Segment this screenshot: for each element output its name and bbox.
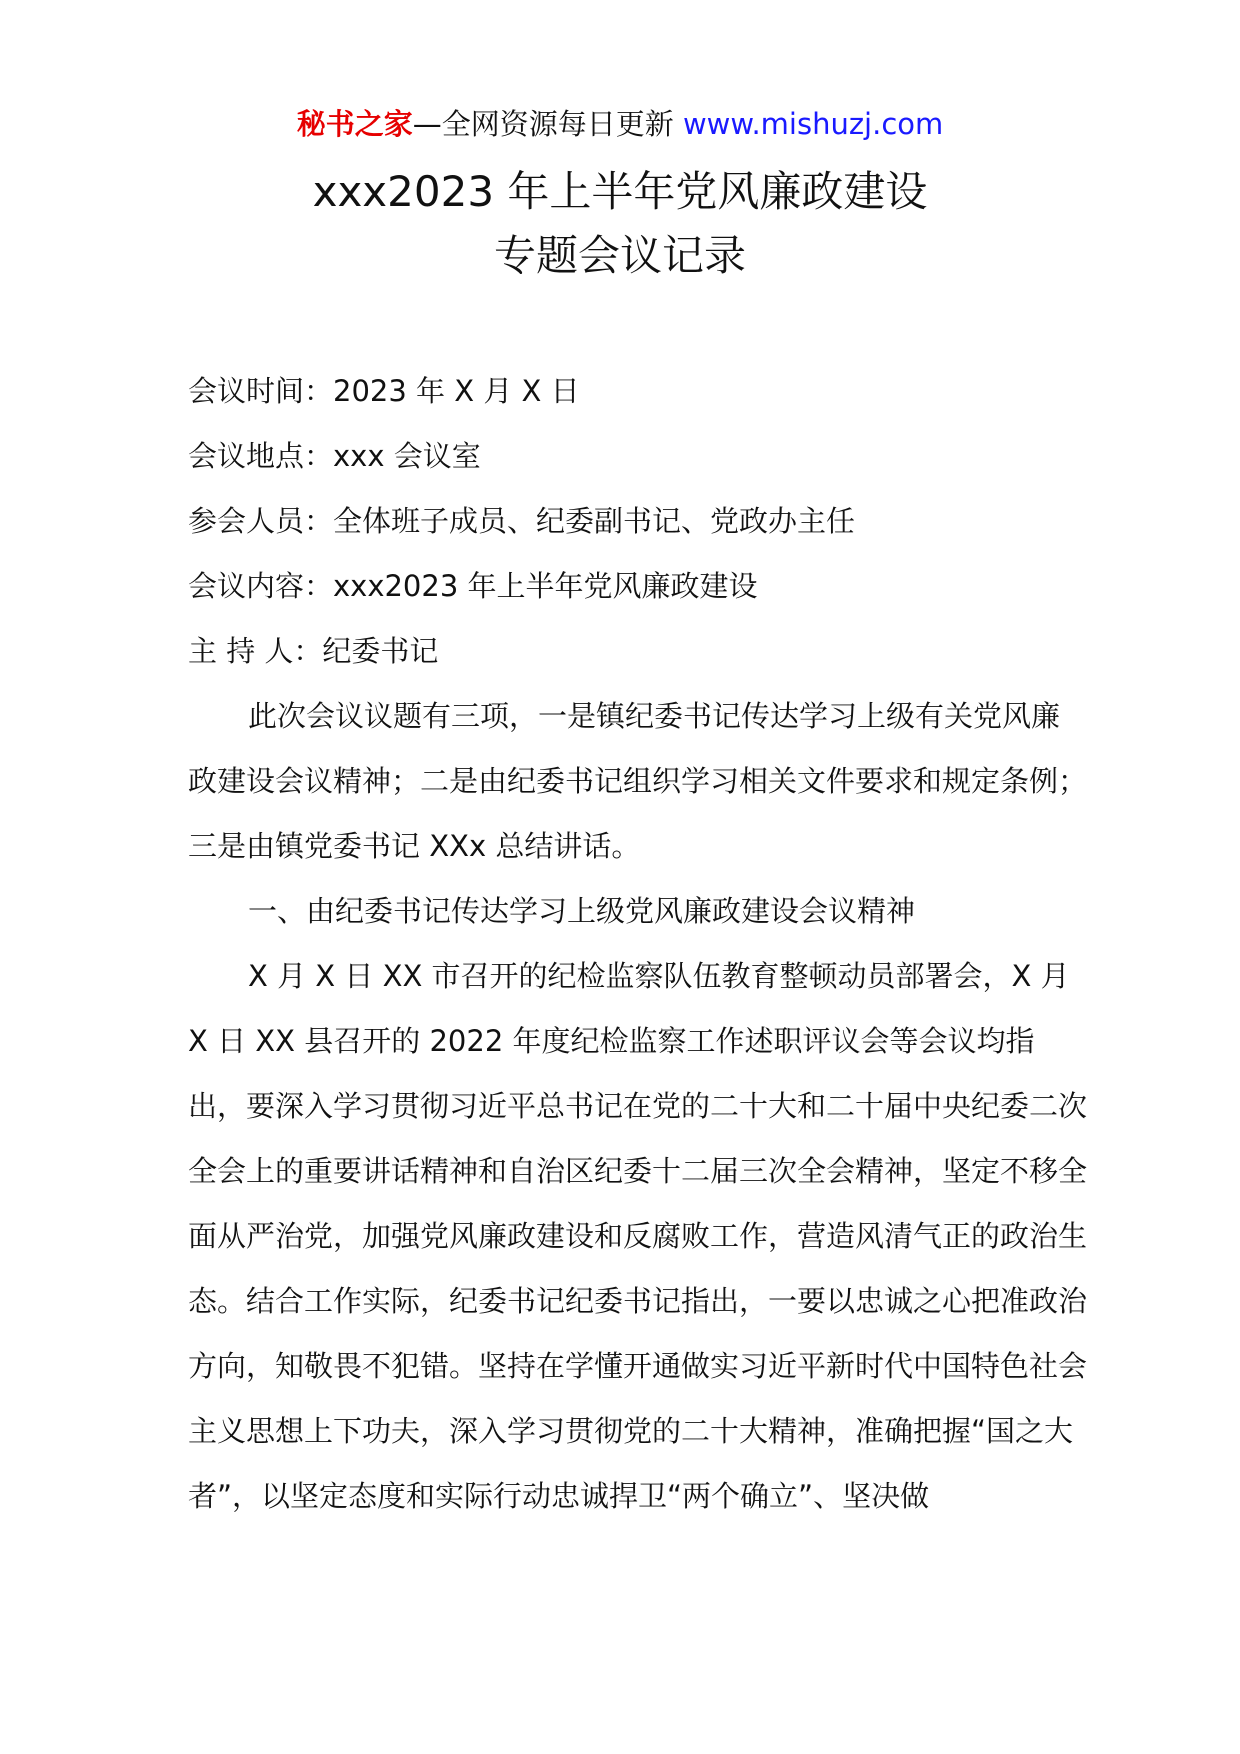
meeting-host: 主 持 人：纪委书记 <box>188 634 439 668</box>
brand-name: 秘书之家 <box>296 107 413 141</box>
meeting-attendees: 参会人员：全体班子成员、纪委副书记、党政办主任 <box>188 504 856 538</box>
intro-paragraph: 此次会议议题有三项，一是镇纪委书记传达学习上级有关党风廉政建设会议精神；二是由纪委书记组织学习相关文件要求和规定条例；三是由镇党委书记 XXx 总结讲话。 <box>188 699 1088 863</box>
document-body <box>188 359 1088 1529</box>
header-tagline: —全网资源每日更新 <box>412 107 683 141</box>
section-1-heading: 一、由纪委书记传达学习上级党风廉政建设会议精神 <box>248 894 916 928</box>
document-title <box>0 160 1240 288</box>
title-line-2: 专题会议记录 <box>493 231 746 280</box>
site-header <box>0 100 1240 148</box>
meeting-time: 会议时间：2023 年 X 月 X 日 <box>188 374 580 408</box>
site-url-link[interactable]: www.mishuzj.com <box>682 107 944 141</box>
title-line-1: xxx2023 年上半年党风廉政建设 <box>312 167 928 216</box>
section-1-paragraph: X 月 X 日 XX 市召开的纪检监察队伍教育整顿动员部署会，X 月 X 日 XX 县召开的 2022 年度纪检监察工作述职评议会等会议均指出，要深入学习贯彻习近平总书记在党的二十大和二十届中央纪委二次全会上的重要讲话精神和自治区纪委十二届三次全会精神，坚定不移全面从严治党，加强党风廉政建设和反腐败工作，营造风清气正的政治生态。结合工作实际，纪委书记纪委书记指出，一要以忠诚之心把准政治方向，知敬畏不犯错。坚持在学懂开通做实习近平新时代中国特色社会主义思想上下功夫，深入学习贯彻党的二十大精神，准确把握“国之大者”，以坚定态度和实际行动忠诚捍卫“两个确立”、坚决做 <box>188 959 1088 1513</box>
meeting-place: 会议地点：xxx 会议室 <box>188 439 481 473</box>
meeting-content: 会议内容：xxx2023 年上半年党风廉政建设 <box>188 569 758 603</box>
